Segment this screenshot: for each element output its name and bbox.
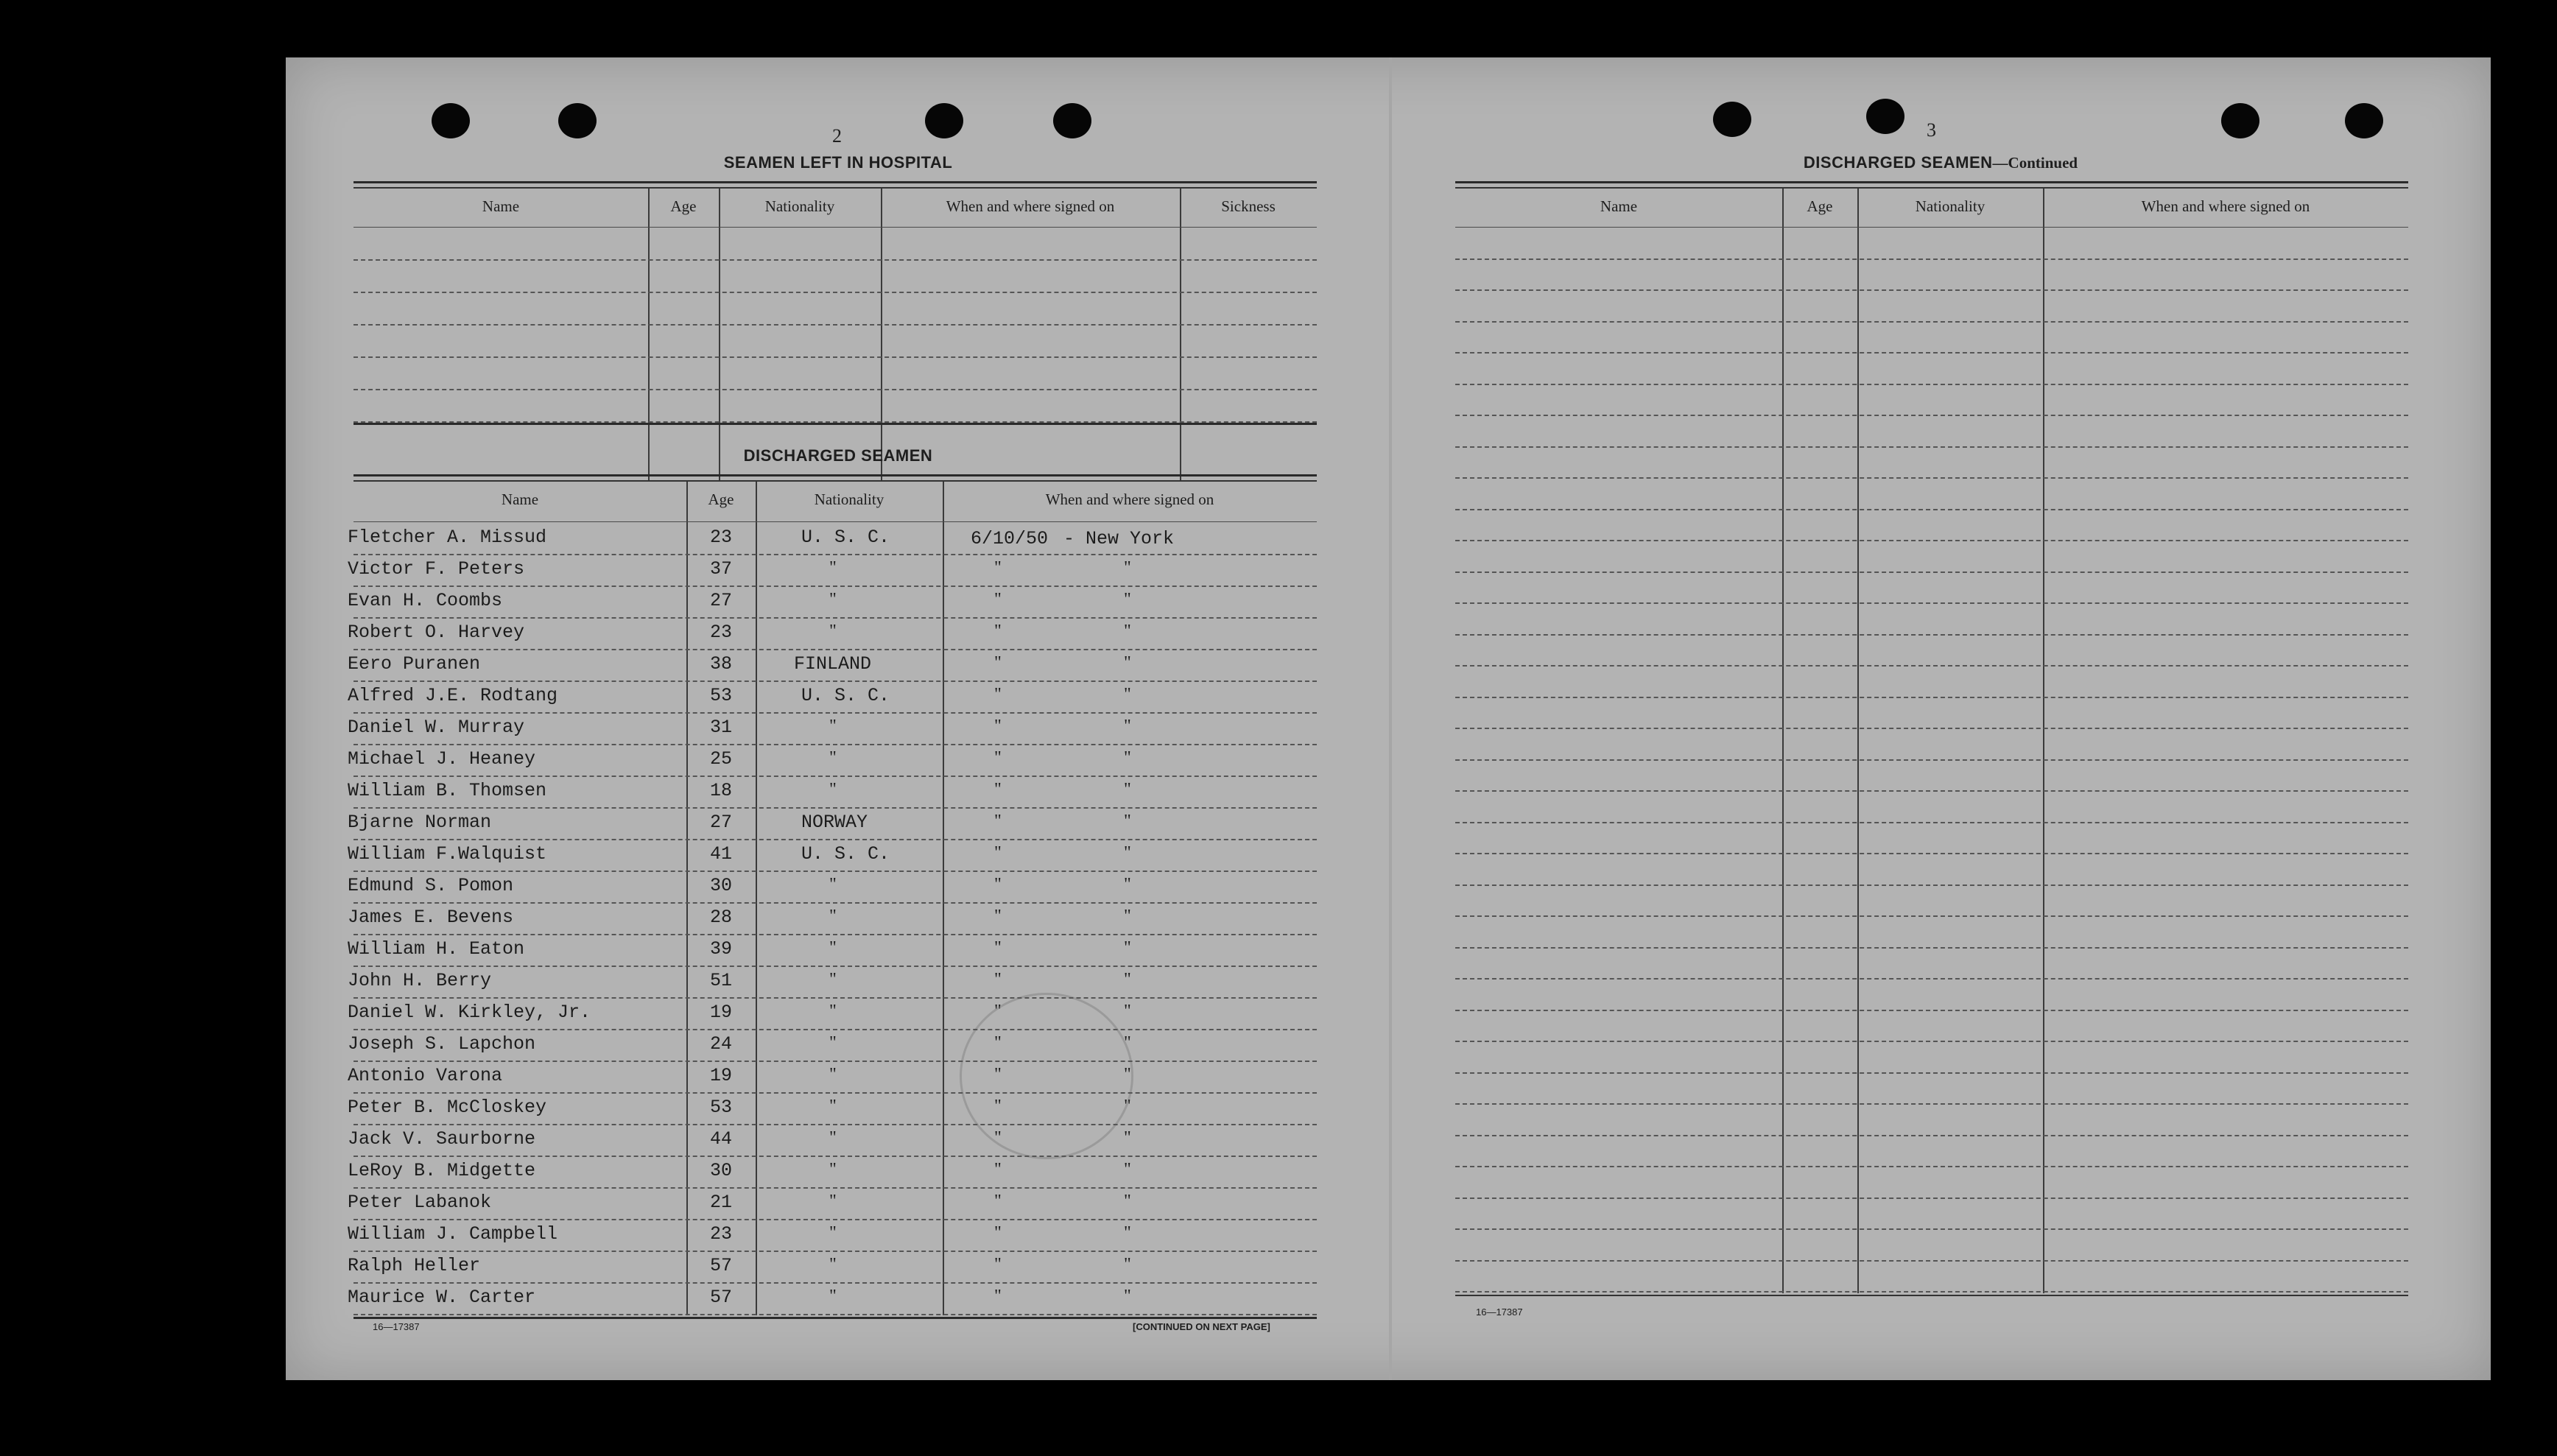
row-line [1455, 915, 2408, 917]
cell-place: " [1124, 622, 1131, 641]
cell-name: John H. Berry [348, 970, 492, 991]
row-line [354, 776, 1317, 777]
cell-nationality: " [829, 1160, 837, 1179]
cell-nationality: " [829, 590, 837, 609]
row-line [1455, 1041, 2408, 1042]
col-nationality: Nationality [814, 490, 884, 508]
row-line [1455, 947, 2408, 949]
cell-date: " [994, 812, 1002, 831]
cell-nationality: " [829, 717, 837, 736]
cell-date: " [994, 843, 1002, 862]
row-line [354, 389, 1317, 390]
cell-age: 41 [709, 843, 732, 865]
row-line [354, 712, 1317, 714]
cell-name: Fletcher A. Missud [348, 527, 547, 548]
cell-age: 30 [709, 1160, 732, 1181]
row-line [1455, 853, 2408, 854]
right-page [1390, 57, 2491, 1380]
row-line [1455, 509, 2408, 510]
cell-date: " [994, 1065, 1002, 1084]
document-sheet [286, 57, 2491, 1380]
cell-date: " [994, 590, 1002, 609]
header-divider [354, 227, 1317, 228]
cell-place: " [1124, 590, 1131, 609]
cell-place: " [1124, 1192, 1131, 1211]
cell-name: Michael J. Heaney [348, 748, 536, 770]
form-number: 16—17387 [1476, 1306, 1523, 1318]
cell-nationality: " [829, 1128, 837, 1147]
cell-name: Peter B. McCloskey [348, 1097, 547, 1118]
cell-name: Robert O. Harvey [348, 622, 525, 643]
cell-nationality: " [829, 1223, 837, 1242]
cell-nationality: " [829, 1033, 837, 1052]
cell-name: Evan H. Coombs [348, 590, 503, 611]
cell-date: " [994, 875, 1002, 894]
cell-place: " [1124, 938, 1131, 957]
row-line [354, 259, 1317, 261]
faded-stamp [960, 993, 1133, 1159]
col-signed-on: When and where signed on [946, 197, 1115, 215]
row-line [1455, 634, 2408, 636]
row-line [354, 1061, 1317, 1062]
cell-date: " [994, 653, 1002, 672]
cell-age: 23 [709, 1223, 732, 1245]
cell-place: " [1124, 1223, 1131, 1242]
row-line [1455, 1228, 2408, 1230]
cell-name: Jack V. Saurborne [348, 1128, 536, 1150]
punch-hole [1866, 99, 1904, 134]
row-line [1455, 477, 2408, 479]
row-line [354, 807, 1317, 809]
cell-place: " [1124, 907, 1131, 926]
cell-name: William H. Eaton [348, 938, 525, 960]
col-age: Age [1807, 197, 1833, 215]
cell-nationality: U. S. C. [801, 685, 890, 706]
row-line [354, 1282, 1317, 1284]
cell-name: Peter Labanok [348, 1192, 492, 1213]
discharged-section-title: DISCHARGED SEAMEN [743, 446, 933, 465]
col-nationality: Nationality [764, 197, 835, 215]
row-line [1455, 352, 2408, 354]
cell-age: 27 [709, 590, 732, 611]
cell-age: 23 [709, 622, 732, 643]
row-line [354, 585, 1317, 587]
row-line [1455, 540, 2408, 541]
cell-name: Victor F. Peters [348, 558, 525, 580]
row-line [354, 902, 1317, 904]
row-line [1455, 572, 2408, 573]
row-line [1455, 446, 2408, 448]
cell-nationality: " [829, 1287, 837, 1306]
cell-age: 38 [709, 653, 732, 675]
cell-name: William F.Walquist [348, 843, 547, 865]
cell-date: " [994, 1287, 1002, 1306]
column-divider [2043, 189, 2044, 1293]
row-line [354, 554, 1317, 555]
row-line [354, 871, 1317, 872]
cell-nationality: U. S. C. [801, 843, 890, 865]
cell-age: 37 [709, 558, 732, 580]
discharged-continued-title: DISCHARGED SEAMEN—Continued [1803, 153, 2078, 172]
punch-hole [558, 103, 597, 138]
cell-age: 18 [709, 780, 732, 801]
col-signed-on: When and where signed on [2141, 197, 2310, 215]
cell-nationality: " [829, 907, 837, 926]
column-divider [756, 482, 757, 1315]
row-line [354, 1092, 1317, 1094]
row-line [1455, 415, 2408, 416]
header-divider [1455, 227, 2408, 228]
cell-place: " [1124, 1065, 1131, 1084]
cell-date: " [994, 1160, 1002, 1179]
continued-note: [CONTINUED ON NEXT PAGE] [1133, 1321, 1270, 1332]
cell-name: Daniel W. Kirkley, Jr. [348, 1002, 591, 1023]
col-nationality: Nationality [1915, 197, 1986, 215]
cell-date: " [994, 907, 1002, 926]
cell-place: " [1124, 780, 1131, 799]
row-line [1455, 759, 2408, 761]
cell-nationality: " [829, 1192, 837, 1211]
cell-date: " [994, 1223, 1002, 1242]
cell-place: " [1124, 1287, 1131, 1306]
column-divider [1180, 189, 1181, 480]
row-line [354, 324, 1317, 326]
row-line [354, 617, 1317, 619]
cell-age: 53 [709, 1097, 732, 1118]
cell-age: 21 [709, 1192, 732, 1213]
row-line [354, 997, 1317, 999]
cell-age: 25 [709, 748, 732, 770]
cell-nationality: " [829, 1255, 837, 1274]
row-line [1455, 1103, 2408, 1105]
cell-age: 27 [709, 812, 732, 833]
row-line [1455, 884, 2408, 886]
cell-nationality: U. S. C. [801, 527, 890, 548]
cell-nationality: " [829, 622, 837, 641]
cell-date: " [994, 1128, 1002, 1147]
punch-hole [2221, 103, 2259, 138]
cell-place: " [1124, 812, 1131, 831]
row-line [354, 680, 1317, 682]
cell-name: Antonio Varona [348, 1065, 503, 1086]
cell-date: " [994, 970, 1002, 989]
cell-name: LeRoy B. Midgette [348, 1160, 536, 1181]
row-line [354, 356, 1317, 358]
row-line [354, 839, 1317, 840]
cell-age: 31 [709, 717, 732, 738]
cell-place: - New York [1063, 528, 1175, 549]
row-line [354, 934, 1317, 935]
row-line [354, 292, 1317, 293]
cell-place: " [1124, 717, 1131, 736]
punch-hole [925, 103, 963, 138]
cell-age: 53 [709, 685, 732, 706]
cell-date: " [994, 1192, 1002, 1211]
cell-place: " [1124, 1255, 1131, 1274]
cell-date: " [994, 1255, 1002, 1274]
cell-nationality: FINLAND [794, 653, 872, 675]
cell-age: 19 [709, 1002, 732, 1023]
row-line [1455, 602, 2408, 604]
cell-place: " [1124, 843, 1131, 862]
cell-date: 6/10/50 [971, 528, 1049, 549]
cell-name: Edmund S. Pomon [348, 875, 514, 896]
cell-name: William B. Thomsen [348, 780, 547, 801]
col-name: Name [501, 490, 539, 508]
form-number: 16—17387 [373, 1321, 420, 1332]
cell-name: Bjarne Norman [348, 812, 492, 833]
col-signed-on: When and where signed on [1045, 490, 1214, 508]
col-name: Name [1600, 197, 1638, 215]
row-line [1455, 1010, 2408, 1011]
cell-age: 39 [709, 938, 732, 960]
cell-name: Daniel W. Murray [348, 717, 525, 738]
cell-name: Eero Puranen [348, 653, 481, 675]
cell-date: " [994, 748, 1002, 767]
row-line [1455, 1260, 2408, 1262]
cell-date: " [994, 1033, 1002, 1052]
row-line [1455, 1072, 2408, 1074]
cell-nationality: " [829, 970, 837, 989]
cell-date: " [994, 717, 1002, 736]
row-line [1455, 1197, 2408, 1199]
cell-place: " [1124, 653, 1131, 672]
cell-name: Ralph Heller [348, 1255, 481, 1276]
punch-hole [1053, 103, 1091, 138]
cell-nationality: " [829, 1002, 837, 1021]
cell-date: " [994, 1097, 1002, 1116]
table-bottom-rule [354, 423, 1317, 425]
cell-nationality: " [829, 875, 837, 894]
cell-place: " [1124, 685, 1131, 704]
cell-age: 51 [709, 970, 732, 991]
row-line [354, 1251, 1317, 1252]
cell-date: " [994, 558, 1002, 577]
punch-hole [1713, 102, 1751, 137]
cell-age: 57 [709, 1287, 732, 1308]
column-divider [719, 189, 720, 480]
punch-hole [2345, 103, 2383, 138]
row-line [354, 1187, 1317, 1189]
cell-date: " [994, 1002, 1002, 1021]
cell-age: 24 [709, 1033, 732, 1055]
row-line [1455, 697, 2408, 698]
header-divider [354, 521, 1317, 522]
cell-place: " [1124, 748, 1131, 767]
cell-date: " [994, 685, 1002, 704]
row-line [1455, 259, 2408, 260]
cell-name: William J. Campbell [348, 1223, 558, 1245]
cell-age: 28 [709, 907, 732, 928]
cell-place: " [1124, 970, 1131, 989]
col-sickness: Sickness [1221, 197, 1276, 215]
hospital-section-title: SEAMEN LEFT IN HOSPITAL [723, 153, 953, 172]
row-line [354, 1124, 1317, 1125]
table-bottom-rule [354, 1317, 1317, 1319]
cell-place: " [1124, 1097, 1131, 1116]
row-line [1455, 728, 2408, 729]
col-age: Age [670, 197, 697, 215]
cell-place: " [1124, 558, 1131, 577]
cell-name: Alfred J.E. Rodtang [348, 685, 558, 706]
cell-date: " [994, 780, 1002, 799]
cell-nationality: " [829, 558, 837, 577]
cell-date: " [994, 938, 1002, 957]
cell-age: 19 [709, 1065, 732, 1086]
cell-age: 44 [709, 1128, 732, 1150]
column-divider [648, 189, 650, 480]
cell-place: " [1124, 1002, 1131, 1021]
cell-age: 23 [709, 527, 732, 548]
cell-date: " [994, 622, 1002, 641]
column-divider [881, 189, 882, 480]
col-name: Name [482, 197, 520, 215]
row-line [1455, 289, 2408, 291]
cell-age: 57 [709, 1255, 732, 1276]
cell-nationality: NORWAY [801, 812, 868, 833]
cell-age: 30 [709, 875, 732, 896]
page-number: 2 [832, 125, 842, 147]
cell-name: Joseph S. Lapchon [348, 1033, 536, 1055]
cell-place: " [1124, 1033, 1131, 1052]
row-line [354, 1029, 1317, 1030]
cell-place: " [1124, 875, 1131, 894]
row-line [354, 649, 1317, 650]
cell-place: " [1124, 1128, 1131, 1147]
row-line [1455, 790, 2408, 792]
left-page [286, 57, 1390, 1380]
column-divider [1857, 189, 1859, 1293]
row-line [1455, 1291, 2408, 1293]
row-line [354, 1219, 1317, 1220]
row-line [354, 1314, 1317, 1315]
row-line [1455, 1135, 2408, 1136]
row-line [1455, 665, 2408, 667]
row-line [1455, 321, 2408, 323]
row-line [1455, 822, 2408, 823]
cell-name: Maurice W. Carter [348, 1287, 536, 1308]
page-number: 3 [1927, 119, 1936, 141]
cell-nationality: " [829, 748, 837, 767]
row-line [1455, 978, 2408, 980]
cell-nationality: " [829, 1065, 837, 1084]
column-divider [1782, 189, 1784, 1293]
row-line [354, 744, 1317, 745]
cell-nationality: " [829, 780, 837, 799]
row-line [354, 966, 1317, 967]
row-line [1455, 1166, 2408, 1167]
col-age: Age [708, 490, 734, 508]
cell-place: " [1124, 1160, 1131, 1179]
cell-nationality: " [829, 938, 837, 957]
cell-nationality: " [829, 1097, 837, 1116]
punch-hole [432, 103, 470, 138]
cell-name: James E. Bevens [348, 907, 514, 928]
row-line [354, 1156, 1317, 1157]
column-divider [943, 482, 944, 1315]
row-line [1455, 384, 2408, 385]
